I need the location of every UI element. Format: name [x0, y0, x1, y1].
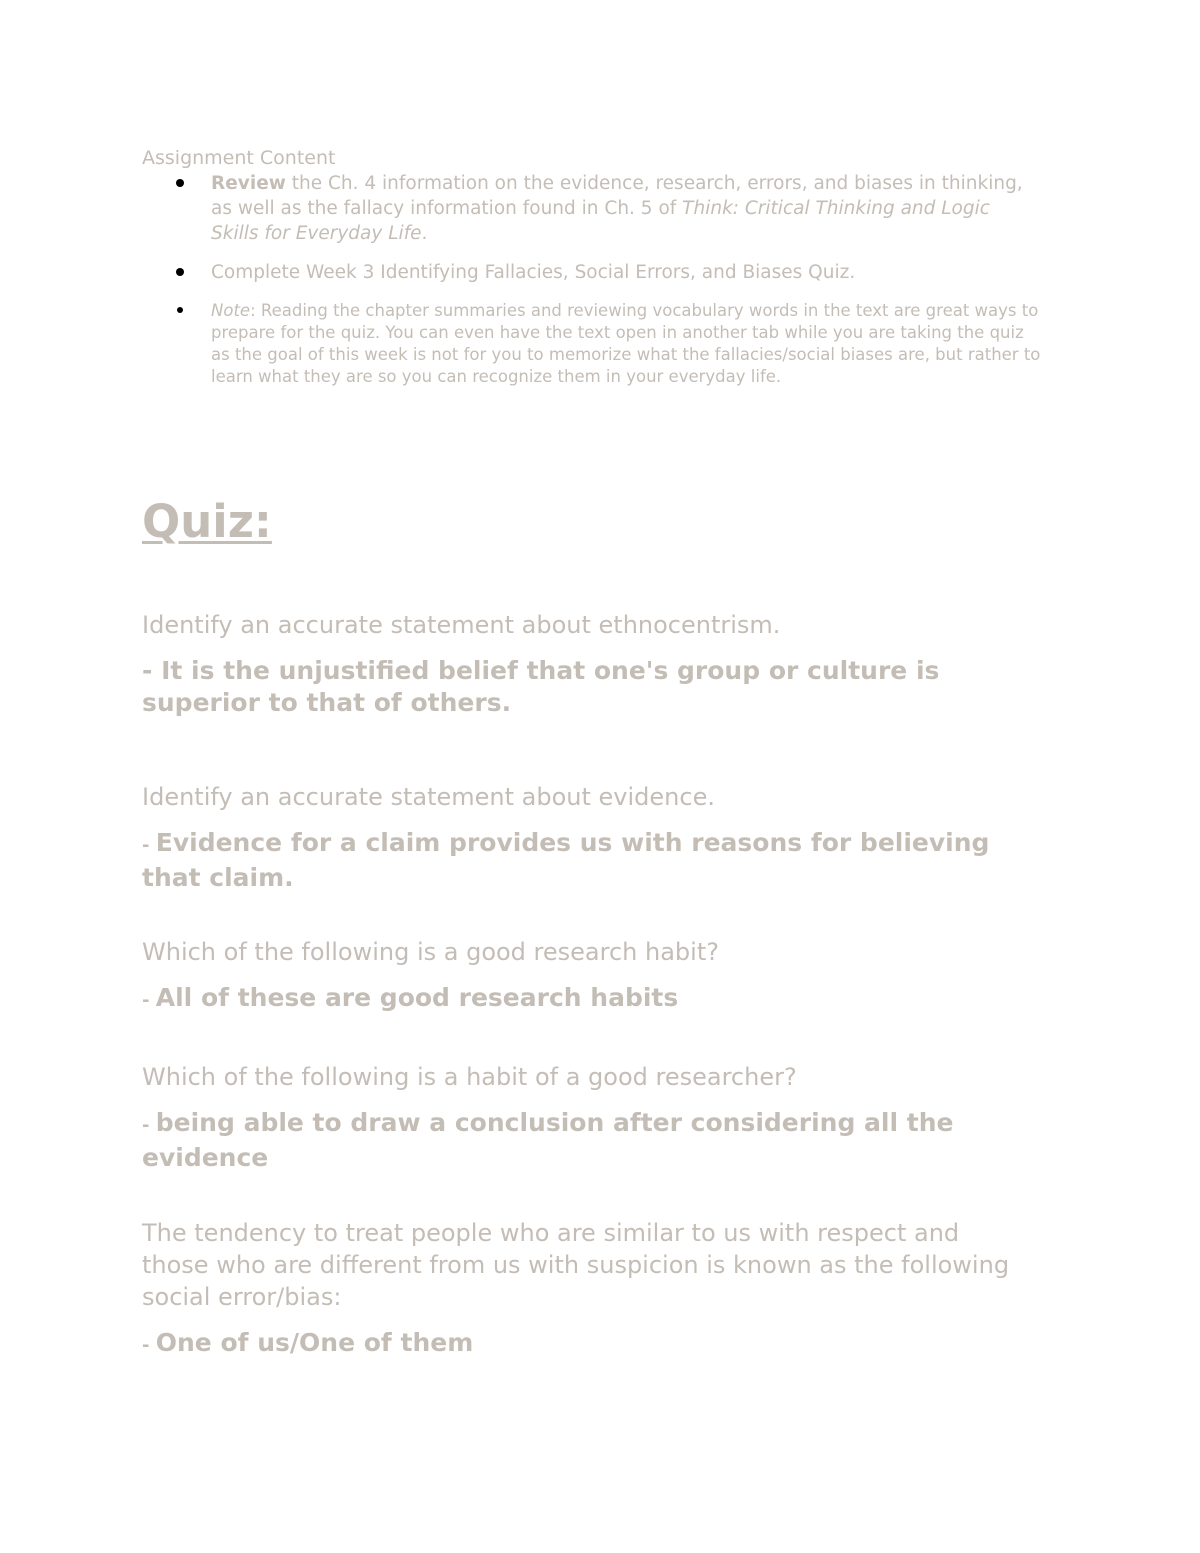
review-text: the Ch. 4 information on the evidence, research, errors, and biases in thinking, as well as the fallacy information found in Ch. 5 of	[211, 173, 1023, 219]
quiz-answer	[142, 655, 1032, 719]
answer-dash: -	[142, 835, 156, 856]
quiz-question: The tendency to treat people who are similar to us with respect and those who are different from us with suspicion is known as the following social error/bias:	[142, 1219, 1010, 1311]
quiz-item	[142, 781, 1032, 894]
assignment-item-note	[142, 300, 1042, 388]
bullet-icon	[176, 268, 184, 276]
review-lead: Review	[211, 173, 286, 194]
answer-dash: -	[142, 656, 162, 685]
answer-text: One of us/One of them	[155, 1328, 474, 1357]
review-tail: .	[421, 223, 428, 244]
quiz-answer	[142, 1327, 1032, 1362]
answer-text: being able to draw a conclusion after considering all the evidence	[142, 1108, 954, 1172]
quiz-question: Which of the following is a good research habit?	[142, 938, 719, 966]
quiz-question: Identify an accurate statement about ethnocentrism.	[142, 611, 781, 639]
assignment-list	[142, 171, 1042, 388]
assignment-item-review	[142, 171, 1042, 246]
quiz-question: Identify an accurate statement about evidence.	[142, 783, 715, 811]
quiz-item	[142, 1061, 1032, 1174]
book-title: Think: Critical Thinking and Logic Skills for Everyday Life	[211, 198, 990, 244]
answer-text: Evidence for a claim provides us with reasons for believing that claim.	[142, 828, 990, 892]
bullet-icon	[177, 307, 183, 313]
quiz-answer	[142, 982, 1032, 1017]
assignment-item-complete-quiz	[142, 260, 1042, 285]
note-text: : Reading the chapter summaries and reviewing vocabulary words in the text are great ways to prepare for the quiz. You can even have the text open in another tab while you are taking the quiz as the goal of this week is not for you to memorize what the fallacies/social biases are, but rather to learn what they are so you can recognize them in your everyday life.	[211, 301, 1041, 386]
answer-dash: -	[142, 1115, 156, 1136]
quiz-heading: Quiz:	[142, 495, 272, 548]
quiz-question: Which of the following is a habit of a good researcher?	[142, 1063, 797, 1091]
bullet-icon	[176, 179, 184, 187]
quiz-item	[142, 609, 1032, 719]
quiz-answer	[142, 1107, 1032, 1174]
answer-dash: -	[142, 1335, 156, 1356]
answer-text: All of these are good research habits	[155, 983, 679, 1012]
quiz-answer	[142, 827, 1032, 894]
quiz-item	[142, 936, 1032, 1017]
answer-dash: -	[142, 990, 156, 1011]
complete-quiz-text: Complete Week 3 Identifying Fallacies, Social Errors, and Biases Quiz.	[211, 262, 856, 283]
quiz-item	[142, 1217, 1032, 1362]
note-lead: Note	[211, 301, 251, 320]
assignment-title: Assignment Content	[142, 147, 336, 169]
answer-text: It is the unjustified belief that one's group or culture is superior to that of others.	[142, 656, 940, 717]
